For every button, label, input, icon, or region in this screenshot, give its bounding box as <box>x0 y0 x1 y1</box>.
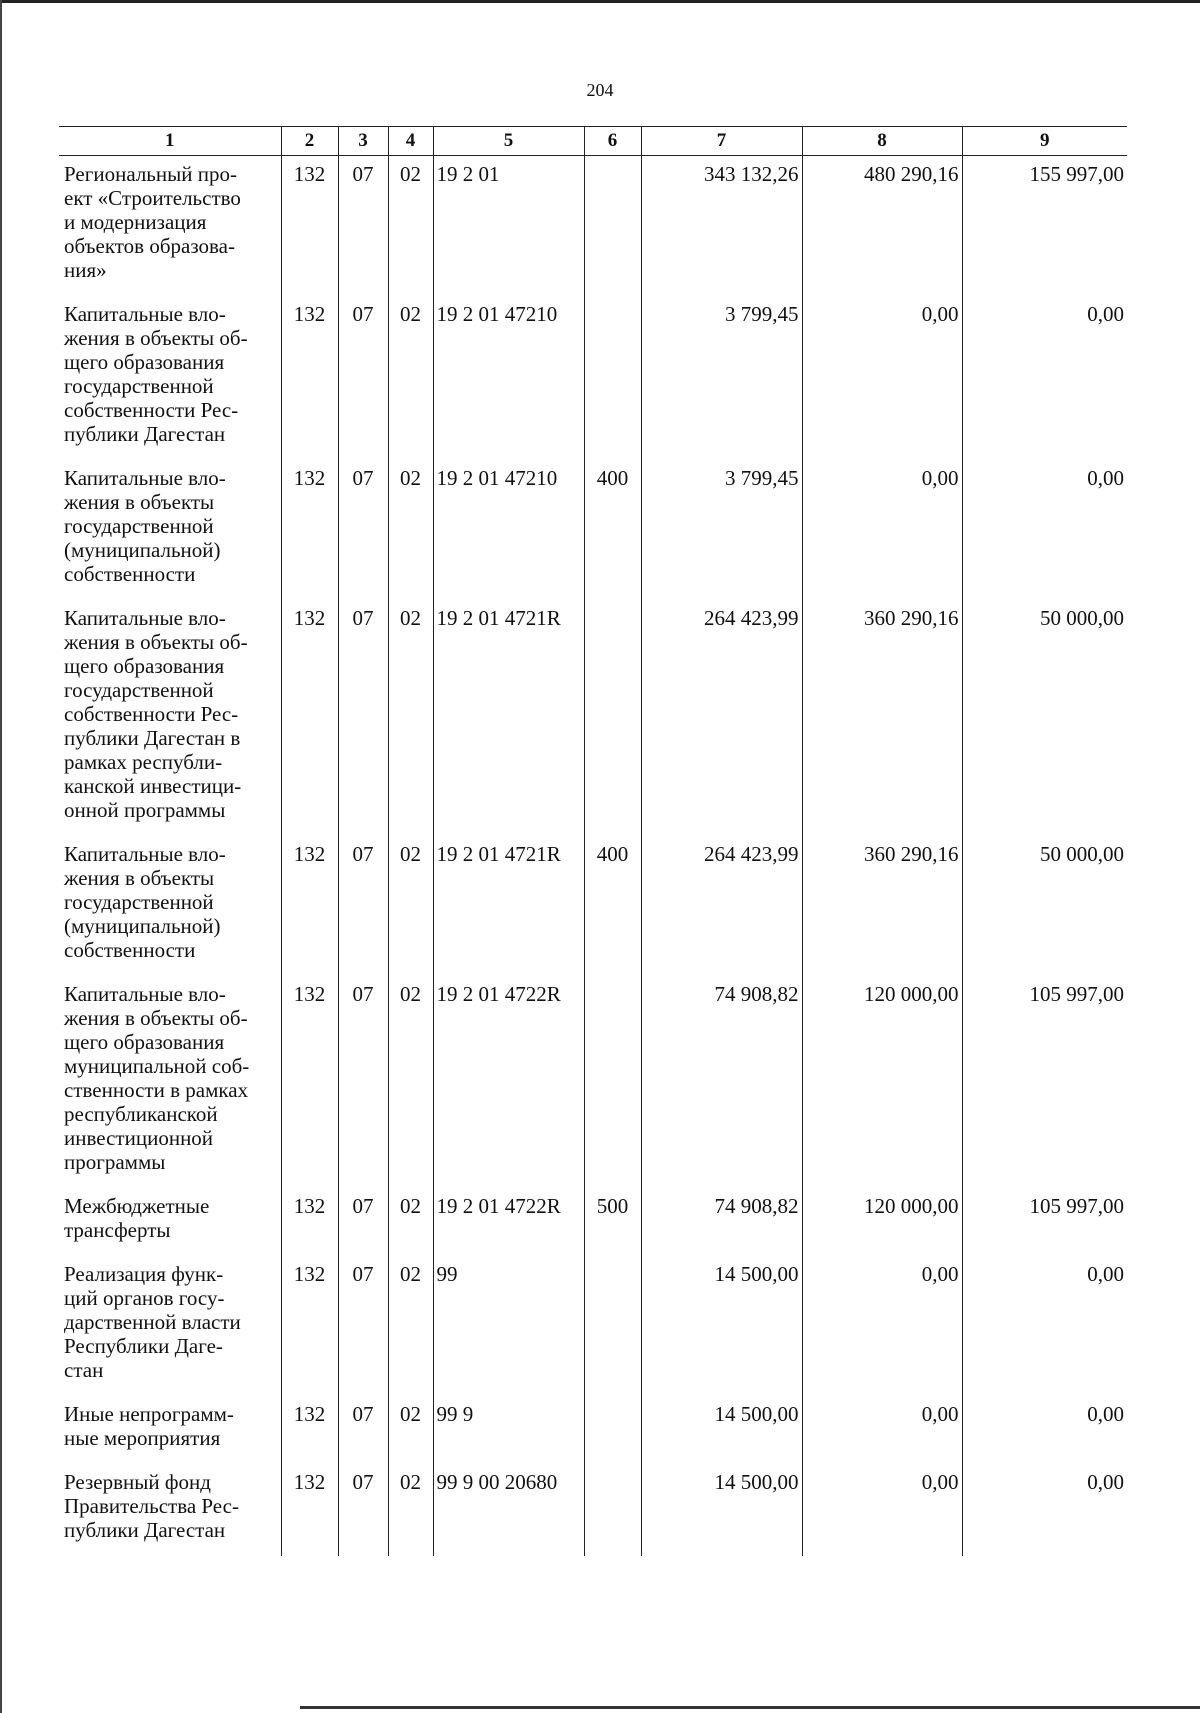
header-col-6: 6 <box>584 127 641 156</box>
row-amount-col7: 14 500,00 <box>641 1256 802 1396</box>
row-amount-col8: 0,00 <box>802 296 962 460</box>
row-amount-col9: 105 997,00 <box>962 976 1127 1188</box>
row-expense-type <box>584 1464 641 1556</box>
row-ministry-code: 132 <box>281 976 338 1188</box>
row-target-article: 19 2 01 4721R <box>433 836 584 976</box>
row-amount-col9: 50 000,00 <box>962 836 1127 976</box>
table-row <box>59 976 1127 1188</box>
row-expense-type <box>584 156 641 297</box>
row-name-text: Иные непрограмм- ные мероприятия <box>64 1402 234 1450</box>
row-expense-type: 500 <box>584 1188 641 1256</box>
row-name <box>59 976 281 1188</box>
row-amount-col9: 105 997,00 <box>962 1188 1127 1256</box>
row-name <box>59 1188 281 1256</box>
row-name <box>59 836 281 976</box>
row-name <box>59 156 281 297</box>
row-subsection-code: 02 <box>388 156 433 297</box>
row-amount-col9: 155 997,00 <box>962 156 1127 297</box>
row-amount-col8: 120 000,00 <box>802 1188 962 1256</box>
row-amount-col8: 120 000,00 <box>802 976 962 1188</box>
row-section-code: 07 <box>338 296 388 460</box>
row-name-text: Капитальные вло- жения в объекты государственной (муниципальной) собственности <box>64 466 226 586</box>
row-amount-col7: 74 908,82 <box>641 1188 802 1256</box>
header-col-9: 9 <box>962 127 1127 156</box>
row-amount-col9: 50 000,00 <box>962 600 1127 836</box>
row-amount-col7: 14 500,00 <box>641 1396 802 1464</box>
row-amount-col8: 360 290,16 <box>802 836 962 976</box>
scan-edge-top <box>0 0 1200 3</box>
row-section-code: 07 <box>338 1464 388 1556</box>
scan-edge-left <box>0 0 2 1713</box>
row-name-text: Межбюджетные трансферты <box>64 1194 210 1242</box>
row-amount-col9: 0,00 <box>962 1464 1127 1556</box>
row-target-article: 19 2 01 47210 <box>433 296 584 460</box>
row-name <box>59 296 281 460</box>
table-row <box>59 460 1127 600</box>
header-col-1: 1 <box>59 127 281 156</box>
row-name-text: Капитальные вло- жения в объекты об- щего образования государственной собственности Рес- публики Дагестан <box>64 302 248 446</box>
row-section-code: 07 <box>338 836 388 976</box>
row-amount-col9: 0,00 <box>962 1396 1127 1464</box>
table-row <box>59 1256 1127 1396</box>
row-expense-type: 400 <box>584 836 641 976</box>
row-ministry-code: 132 <box>281 836 338 976</box>
row-subsection-code: 02 <box>388 1188 433 1256</box>
header-col-8: 8 <box>802 127 962 156</box>
row-name-text: Региональный про- ект «Строительство и модернизация объектов образова- ния» <box>64 162 241 282</box>
row-name-text: Капитальные вло- жения в объекты государственной (муниципальной) собственности <box>64 842 226 962</box>
header-row <box>59 127 1127 156</box>
row-section-code: 07 <box>338 1396 388 1464</box>
table-row <box>59 296 1127 460</box>
row-ministry-code: 132 <box>281 1256 338 1396</box>
row-subsection-code: 02 <box>388 976 433 1188</box>
row-expense-type <box>584 1256 641 1396</box>
row-section-code: 07 <box>338 156 388 297</box>
row-amount-col8: 0,00 <box>802 1256 962 1396</box>
table-header <box>59 127 1127 156</box>
row-ministry-code: 132 <box>281 460 338 600</box>
header-col-3: 3 <box>338 127 388 156</box>
row-section-code: 07 <box>338 460 388 600</box>
row-expense-type <box>584 1396 641 1464</box>
table-row <box>59 836 1127 976</box>
row-name <box>59 1464 281 1556</box>
row-amount-col8: 360 290,16 <box>802 600 962 836</box>
row-target-article: 19 2 01 47210 <box>433 460 584 600</box>
row-name <box>59 1396 281 1464</box>
row-amount-col7: 3 799,45 <box>641 460 802 600</box>
table-row <box>59 156 1127 297</box>
row-ministry-code: 132 <box>281 156 338 297</box>
row-amount-col7: 14 500,00 <box>641 1464 802 1556</box>
row-subsection-code: 02 <box>388 836 433 976</box>
row-subsection-code: 02 <box>388 460 433 600</box>
row-target-article: 19 2 01 <box>433 156 584 297</box>
row-target-article: 19 2 01 4722R <box>433 976 584 1188</box>
header-col-7: 7 <box>641 127 802 156</box>
row-name-text: Капитальные вло- жения в объекты об- щего образования государственной собственности Рес- публики Дагестан в рамках республи- канской инвестици- онной программы <box>64 606 248 822</box>
row-target-article: 99 9 00 20680 <box>433 1464 584 1556</box>
row-section-code: 07 <box>338 1256 388 1396</box>
row-subsection-code: 02 <box>388 1464 433 1556</box>
budget-table <box>59 126 1127 1556</box>
table-row <box>59 1396 1127 1464</box>
row-amount-col7: 74 908,82 <box>641 976 802 1188</box>
table-row <box>59 600 1127 836</box>
row-ministry-code: 132 <box>281 1464 338 1556</box>
row-name-text: Резервный фонд Правительства Рес- публики Дагестан <box>64 1470 239 1542</box>
row-subsection-code: 02 <box>388 296 433 460</box>
header-col-2: 2 <box>281 127 338 156</box>
row-amount-col9: 0,00 <box>962 296 1127 460</box>
row-amount-col8: 0,00 <box>802 1396 962 1464</box>
row-amount-col8: 0,00 <box>802 460 962 600</box>
row-amount-col7: 3 799,45 <box>641 296 802 460</box>
row-subsection-code: 02 <box>388 1256 433 1396</box>
row-ministry-code: 132 <box>281 600 338 836</box>
row-amount-col9: 0,00 <box>962 1256 1127 1396</box>
row-ministry-code: 132 <box>281 1396 338 1464</box>
row-target-article: 19 2 01 4721R <box>433 600 584 836</box>
row-ministry-code: 132 <box>281 1188 338 1256</box>
row-name <box>59 600 281 836</box>
row-amount-col9: 0,00 <box>962 460 1127 600</box>
row-amount-col8: 0,00 <box>802 1464 962 1556</box>
row-section-code: 07 <box>338 600 388 836</box>
row-section-code: 07 <box>338 976 388 1188</box>
row-name-text: Реализация функ- ций органов госу- дарственной власти Республики Даге- стан <box>64 1262 241 1382</box>
row-amount-col7: 264 423,99 <box>641 600 802 836</box>
row-name <box>59 1256 281 1396</box>
table-body <box>59 156 1127 1557</box>
header-col-4: 4 <box>388 127 433 156</box>
table-row <box>59 1464 1127 1556</box>
row-name <box>59 460 281 600</box>
page-number: 204 <box>586 80 614 100</box>
row-expense-type <box>584 976 641 1188</box>
row-expense-type <box>584 600 641 836</box>
row-subsection-code: 02 <box>388 1396 433 1464</box>
row-target-article: 99 9 <box>433 1396 584 1464</box>
row-expense-type: 400 <box>584 460 641 600</box>
row-expense-type <box>584 296 641 460</box>
row-ministry-code: 132 <box>281 296 338 460</box>
row-name-text: Капитальные вло- жения в объекты об- щего образования муниципальной соб- ственности в рамках республиканской инвестиционной программы <box>64 982 250 1174</box>
row-target-article: 99 <box>433 1256 584 1396</box>
row-amount-col7: 343 132,26 <box>641 156 802 297</box>
row-amount-col7: 264 423,99 <box>641 836 802 976</box>
row-amount-col8: 480 290,16 <box>802 156 962 297</box>
table-row <box>59 1188 1127 1256</box>
header-col-5: 5 <box>433 127 584 156</box>
scan-edge-bottom <box>300 1706 1200 1709</box>
row-target-article: 19 2 01 4722R <box>433 1188 584 1256</box>
row-section-code: 07 <box>338 1188 388 1256</box>
row-subsection-code: 02 <box>388 600 433 836</box>
